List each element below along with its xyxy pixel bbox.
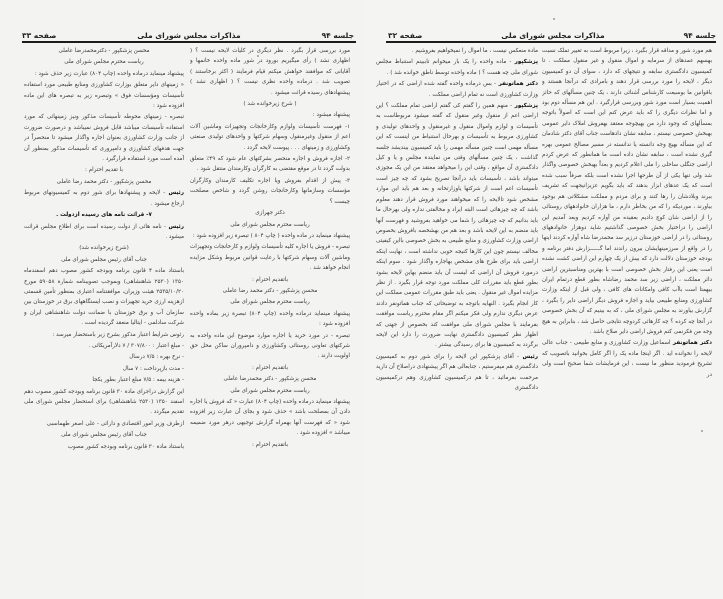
body-paragraph: - نرخ بهره : ۷/۵ درسال <box>129 354 184 361</box>
session-label: جلسه ۹۴ <box>683 31 716 40</box>
body-paragraph: مورد بررسی قرار بگیرد . نظر دیگری در کلیات لایحه نیست ؟ ( اظهاری نشد ) رأی میگیریم بورود در شور ماده واحده خانمها و آقایانی که موافقند خواهش میکنم قیام فرمایند ( اکثر برخاستند ) تصویب شد . درماده واحده نظری نیست ؟ ( اظهاری نشد ) پیشنهادهای رسیده قرائت میشود . <box>190 48 350 96</box>
centered-line: محسن پزشکپور - دکتر محمد رضا عاملی <box>56 178 152 185</box>
scan-speck <box>553 18 555 20</box>
speaker-text: - ماده واحده را یک بار میخوانم تاببینم استنباط مجلس شورای ملی چه هست ؟ ( ماده واحده توسط ناطق خوانده شد ) . <box>376 59 538 76</box>
right-page <box>362 0 723 599</box>
running-title: مذاکرات مجلس شورای ملی <box>137 31 241 40</box>
body-paragraph: پیشنهاد مینماید درماده واحده (چاپ ۸۰۴) تبصرة زیر بماده واحده افزوده شود : <box>190 310 350 328</box>
body-paragraph: - هزینه بیمه : ۷/۵ مبلغ اعتبار بطور یکجا <box>92 377 184 384</box>
right-page-column-right <box>542 46 712 569</box>
body-paragraph: - مدت بازپرداخت : ۷ سال <box>122 365 184 372</box>
body-paragraph: ۱- فهرست تأسیسات ولوازم وکارخانجات وتجهیزات وماشین آلات اعم از منقول وغیرمنقول وسهام شرکتها و واحدهای تولیدی صنعتی وکشاورزی و زمینهای . . . پیوست لایحه گردد . <box>190 123 350 151</box>
right-page-header <box>388 26 716 40</box>
speaker-name: رئیس <box>519 353 538 360</box>
speaker-name: دکتر هماتونفر <box>496 81 538 88</box>
centered-line: با تقدیم احترام : <box>85 167 123 174</box>
centered-line: جناب آقای رئیس مجلس شورای ملی <box>61 256 147 263</box>
body-paragraph: پیشنهاد مینماید در ماده واحده ( چاپ ۸۰۴ ) تبصرة زیر افزوده شود : <box>192 232 350 239</box>
speaker-paragraph <box>376 79 538 100</box>
running-title: مذاکرات مجلس شورای ملی <box>501 31 605 40</box>
session-label: جلسه ۹۴ <box>321 31 354 40</box>
speaker-paragraph <box>376 101 538 351</box>
left-page-header <box>22 26 354 40</box>
body-paragraph: این گزارش دراجرای مادة ۳۰ قانون برنامه وبودجه کشور مصوب دهم اسفند ۱۳۵۰ (۲۵۳۰ شاهنشاهی) برای استحضار مجلس شورای ملی تقدیم میگردد . <box>24 388 184 416</box>
body-paragraph: ازطرف وزیر امور اقتصادی و دارائی - علی اصغر طهماسبی <box>46 420 184 427</box>
speaker-text: اسماعیل وزارت کشاورزی و منابع طبیعی - جناب عالی لایحه را نخوانده اید . اگر اینجا ماده یک را اگر کامل بخوانید باتصویب که تشریح فرمودید منظور ما نیست ، این فرمایشات شما صحیح است ولی در <box>542 340 712 378</box>
scan-speck <box>701 430 703 432</box>
body-paragraph: ۲- اجازه فروش و اجاره منحصر بشرکتهای عام شود که ۴۹٪ متعلق بدولت گردد تا در موقع مقتضی به کارگران وکارمندان منتقل شود . <box>190 156 350 173</box>
centered-line: ریاست محترم مجلس شورای ملی <box>230 387 310 394</box>
body-paragraph: هم مورد شور و مداقه قرار بگیرد ، زیرا مربوط است به تغییر تملک نسبت بهسهم عمدهای از سرمایه و اموال منقول و غیر منقول مملکت . تا کمیسیون دادگستری سابقه و نتیجهای که دارد ، سوای آن دو کمیسیون دیگر ، لایحه را مورد بررسی قرار دهند و بامرادی که درآنجا هستند و باقوانین ما بوسیعت کارشناس آشنائی دارند ، یک چنین مسألهای که حائز اهمیت بسیار است مورد شور وبررسی قرارگیرد . این هم مسأله دوم بود و اما نظرات دیگری را که باید عرض کنم این است که اصولاً باتوجه بمسألهای که وجود دارد من بهیچوجه معتقد بهفروش املاک دایر عمومی بهبخش خصوصی نیستم ، سابقه نشان دادهاست جناب آقای دکتر شادمان که این مسأله بهیچ وجه دانسته یا ندانسته در مسیر مصالح عمومی بهره گیری نشده است ، سابقه نشان داده است ما همانطور که عرض کردم اراضی جنگلی ساحلی را ملی اعلام کردیم و بعداً بهبخش خصوصی واگذار شد ولی تنها یکی از آن طرحها اجرا نشده است بلکه صرفاً سبب شده است که یک عدهای ابزار بدهند که باید بگویم عزیزانیجهت که تشریف ببرند وبلادشان را رها کنند و برای مردم و مملکت مشکلاتی هم بوجود بیاورند ، موردیکه را که من بخاطر دارم ، ما هزاران خانوادههای روستائی را از اراضی شان کوچ دادیم بعقیده من آواره کردیم وبعد آمدیم این اراضی را دراختیار بخش خصوصی گذاشتیم شاید دوهزار خانوادههای روستائی را در اراضی خوزستان درزیر سد محمدرضا شاه آواره کردند اینها را در واقع از سرزمینهایشان بیرون راندند اما گــــــزارش دفتر برنامه و بودجه خوزستان دلالت دارد که بیش از یک چهارم این اراضی کشت نشده است یعنی این رفتار بخش خصوصی است با بهترین ومناسبترین اراضی دائر مملکت ، اراضی زیر سد محمد رضاشاه بطور قطع درتمام ایران بیهمتا است باآب کافی وامکانات های کافی ، ولی قبل از اینکه وزارت کشاورزی ومنابع طبیعی بیاید و اجازه فروش دیگر اراضی دایر را بگیرد ، گزارش بیاورند به مجلس شورای ملی ، که به بینیم که آن بخش خصوصی در آنجا چه کرده ؟ چه کارهائی کردوچه نتایجی حاصل شد ، بنابراین به هیچ وجه من فکرنمی کنم فروش اراضی دایر صلاح باشد . <box>542 48 712 335</box>
section-heading: ۷- قرائت نامه های رسیده ازدولت . <box>56 212 152 219</box>
speaker-paragraph <box>376 57 538 78</box>
centered-line: دکتر جهرازی <box>255 210 285 217</box>
body-paragraph: باستناد مادة ۳۰ قانون برنامه وبودجه کشور مصوب <box>67 443 184 450</box>
centered-line: باتقدیم احترام : <box>251 441 289 448</box>
centered-line: جناب آقای رئیس مجلس شورای ملی <box>61 432 147 439</box>
body-paragraph: - مبلغ اعتبار : ۳۰۷/۸۰۰ / ۷ دلارآمریکائی . <box>88 342 184 349</box>
speaker-text: - آقای پزشکپور این لایحه را برای شور دوم به کمیسیون دادگستری هم میفرستیم ، جنابعالی هم اگر پیشنهادی دراصلاح آن دارید مرحمت بفرمائید ، تا هم درکمیسیون کشاورزی وهم درکمیسیون دادگستری <box>376 353 538 391</box>
speaker-name: رئیس <box>165 190 184 197</box>
speaker-name: پزشکپور <box>512 103 538 110</box>
body-paragraph: ۳- پیش از اقدام بفروش ویا اجاره تکلیف کارمندان وکارگران مؤسسات وسازمانها وکارخانجات روشن گردد و شاخص مصلحت چیست ؟ <box>190 177 350 205</box>
centered-line: محسن پزشکپور - دکتر محمدرضا عاملی <box>223 376 317 383</box>
body-paragraph: پیشنهاد مینماید درماده واحده (چاپ ۸۰۴) عبارت زیر حذف شود : <box>34 70 184 77</box>
centered-line: باتقدیم احترام : <box>251 364 289 371</box>
body-paragraph: پیشنهاد مینماید درماده واحده (چاپ ۸۰۴) عبارت « که فروش یا اجاره دادن آن بمصلحت باشد » حذف شود و بجای آن عبارت زیر افزوده شود « که فهرست آنها بهمراه گزارش توجیهی درهر مورد ضمیمه میباشد » افزوده شود . <box>190 399 350 437</box>
speaker-text: - لایحه و پیشنهادها برای شور دوم به کمیسیونهای مربوط ارجاع میشود . <box>24 190 184 207</box>
header-rule <box>386 41 716 43</box>
body-paragraph: تبصره - زمینهای محوطه تأسیسات مذکور ونیز زمینهائی که مورد استفاده تأسیسات میباشد قابل فروش نمیباشد و درصورت ضرورت از جانب وزارت کشاورزی بعنوان اجاره واگذار میشود تا منحصراً در جهت هدفهای کشاورزی و دامپروری که تأسیسات مذکور بمنظور آن آمده است مورد استفاده قرارگیرد . <box>24 114 184 163</box>
right-page-column-left <box>376 46 538 569</box>
speaker-paragraph <box>376 352 538 394</box>
body-paragraph: رئوس شرایط اعتبار مذکور بشرح زیر باستحضار میرسد : <box>52 331 184 338</box>
body-paragraph: مادة منعکس نیست ، ما اموال را نمیخواهیم بفروشیم . <box>411 48 538 54</box>
centered-line: ریاست محترم مجلس شورای ملی <box>64 59 144 66</box>
left-page-column-left <box>24 46 184 569</box>
page-number: صفحه ۳۲ <box>388 31 423 40</box>
speaker-text: - نامه هائی از دولت رسیده است برای اطلاع مجلس قرائت میشود . <box>24 223 184 240</box>
page-number: صفحه ۳۳ <box>22 31 57 40</box>
centered-line: محسن پزشکپور - دکتر محمد رضا عاملی <box>222 287 318 294</box>
speaker-text: - منهم همین را گفتم کی گفتم اراضی تمام مملکت ؟ این اراضی اعم از منقول وغیر منقول که گفته میشود مربوطاست به تأسیسات و لوازم واموال منقول و غیرمنقول و واحدهای تولیدی و کشاورزی مربوط به تأسیسات و بهرحال استنباط من اینست که این مسأله مهمی است چنین مسأله مهمی را باید کمیسیون بیندیشد جلسه گذاشت ، یک چنین مسألهای وقتی من نمایندة مجلس و یا و کیل دادگستری آن مواقع ، وقتی این را میخواهد معتقد من این یک مجوزی میتواند باشد ، تأسیسات باید درآنجا تصریح بشود که چه چیز است تأسیسات اعم است از شرکتها یاوزارتخانه و بعد هم باید این موارد مشخص شود تالایحه را که میخواهند مورد فروش قرار دهند معلوم باشد که چه چیزهائی است البته ایراد و مخالفتی نداره ولی بهرحال ما باید بدانیم که چه چیزهائی را شما می خواهید بفروشید و فهرست آنها باید منضم به این لایحه باشد و بعد هم من بهشخصه بافروش بخصوص اراضی وزارت کشاورزی و منابع طبیعی به بخش خصوصی بااین کیفیتی مخالف نیستم چون این کارها کنیجه خوبی نداشته است ، نهایت اینکه اراضی باید برای طرح های مشخص بهاجاره واگذار شود . سوم اینکه درمورد فروش آن اراضی که لیست آن باید منضم بهاین لایحه بشود بطور قطع باید مقررات کلی مملکت مورد توجه قرار بگیرد . از نظر مزایده اموال غیر منقول . یعنی باید طبق مقررات عمومی مملکت این کار انجام بگیرد . النهایه باتوجه به توضیحاتی که جناب هماتونفر دادند عرض دیگری ندارم ولی فکر میکنم اگر مقام محترم ریاست موافقت بفرمایند با مجلس شورای ملی موافقت کند بخصوص از جهتی که اظهار نظر کمیسیون دادگستری نهایت ضرورت را دارد این لایحه برگردد به کمیسیون ها برای رسیدگی بیشتر . <box>376 103 538 349</box>
centered-line: ( شرح زیرخوانده شد ) <box>243 101 297 108</box>
scan-speck <box>257 55 259 57</box>
speaker-name: دکتر هماتونفر <box>670 340 712 347</box>
header-rule <box>22 41 356 43</box>
speaker-paragraph <box>24 188 184 209</box>
body-paragraph: تبصره - در مورد خرید یا اجاره موارد موضوع این ماده واحده به شرکتهای تعاونی روستائی وکشاورزی و دامپروران ساکن محل حق اولویت دارند . <box>190 332 350 360</box>
body-paragraph: « زمینهای دایر متعلق بوزارت کشاورزی ومنابع طبیعی مورد استفاده تأسیسات ومؤسسات فوق » وتبصره زیر به تبصره های این ماده افزوده شود : <box>24 82 184 110</box>
centered-line: (شرح زیرخوانده شد) <box>79 245 129 252</box>
speaker-paragraph <box>24 222 184 243</box>
speaker-name: پزشکپور <box>511 59 538 66</box>
centered-line: محسن پزشکپور - دکترمحمدرضا عاملی <box>58 48 150 54</box>
centered-line: ریاست محترم مجلس شورای ملی <box>230 221 310 228</box>
body-paragraph: تبصره - فروش یا اجاره کلیه تأسیسات ولوازم و کارخانجات وتجهیزات وماشین آلات وسهام شرکتها با رعایت قوانین مربوط وشکل مزایده انجام خواهد شد . <box>190 244 350 272</box>
body-paragraph: پیشنهاد میشود : <box>312 112 350 119</box>
body-paragraph: باستناد ماده ۴ قانون برنامه وبودجه کشور مصوب دهم اسفندماه ۱۳۵۰ (۲۵۳۰ شاهنشاهی) وبموجب تصویبنامه شمارة ۵۹۰۵۸ مورخ ۲۵۳۵/۱۰/۲۰ هیئت وزیران، موافقتنامه اعتباری بمنظور تأمین قسمتی ازهزینه ارزی خرید تجهیزات و نصب ایستگاههای برق در خوزستان بین سازمان آب و برق خوزستان با ضمانت دولت شاهنشاهی ایران و شرکت سادلمی - ایتالیا منعقد گردیده است . <box>24 268 184 327</box>
centered-line: باتقدیم احترام : <box>251 276 289 283</box>
speaker-text: - بس درماده واحده گفته شده اراضی که در اختیار وزارت کشاورزی است نه تمام اراضی مملکت . <box>376 81 538 98</box>
speaker-paragraph <box>542 338 712 380</box>
centered-line: ریاست محترم مجلس شورای ملی <box>230 299 310 306</box>
speaker-name: رئیس <box>165 223 184 230</box>
left-page-column-right <box>190 46 350 569</box>
